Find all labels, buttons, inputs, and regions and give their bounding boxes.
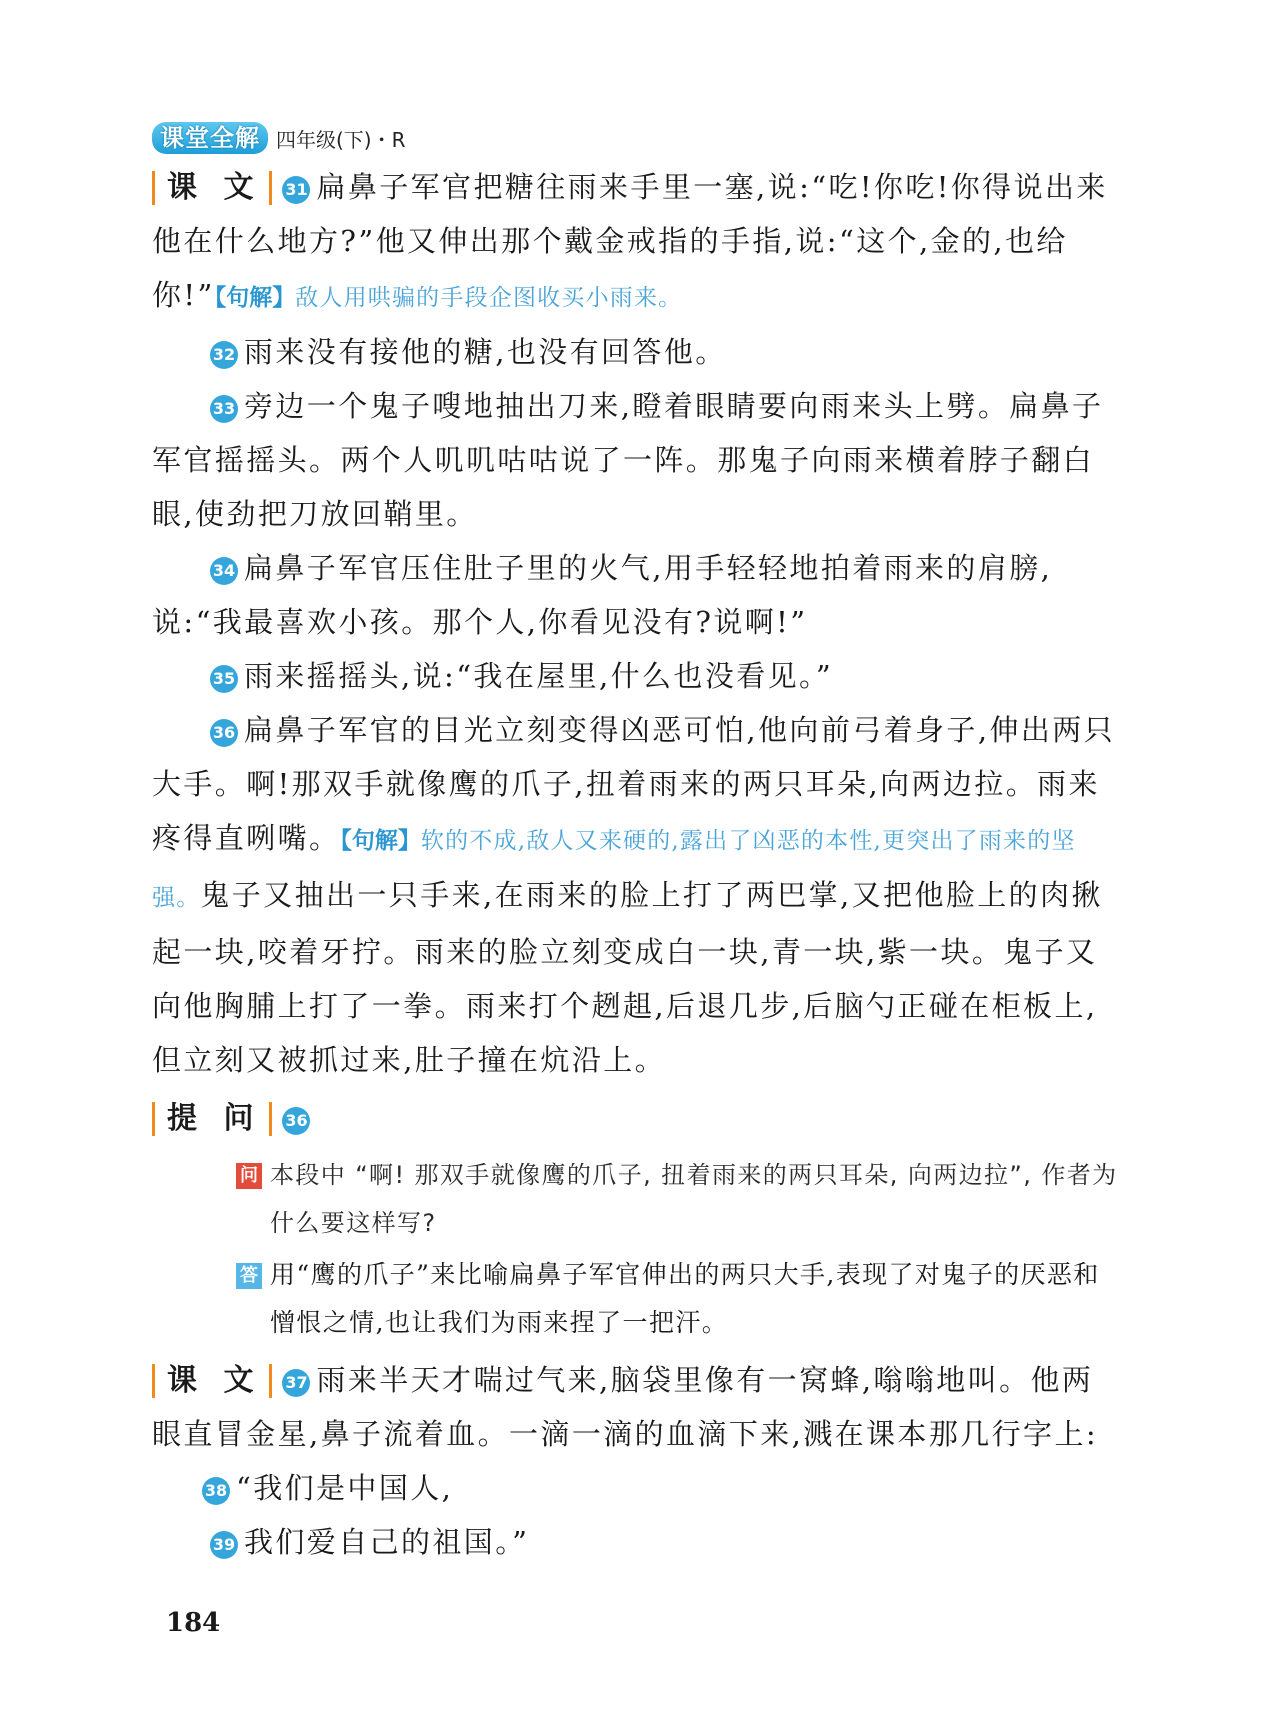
answer-icon: 答 [236, 1263, 262, 1289]
paragraph-number-32: 32 [210, 341, 238, 369]
grade-label: 四年级(下)・R [276, 127, 406, 152]
sentence-note-tag: 【句解】 [214, 285, 296, 311]
paragraph-number-38: 38 [202, 1477, 230, 1505]
paragraph-number-36: 36 [210, 719, 238, 747]
paragraph-36 [152, 703, 1118, 1087]
paragraph-text: 扁鼻子军官压住肚子里的火气,用手轻轻地拍着雨来的肩膀,说:“我最喜欢小孩。那个人,你看见没有?说啊!” [152, 551, 1053, 639]
answer-row [236, 1251, 1118, 1347]
paragraph-text: 鬼子又抽出一只手来,在雨来的脸上打了两巴掌,又把他脸上的肉揪起一块,咬着牙拧。雨来的脸立刻变成白一块,青一块,紫一块。鬼子又向他胸脯上打了一拳。雨来打个趔趄,后退几步,后脑勺正碰在柜板上,但立刻又被抓过来,肚子撞在炕沿上。 [152, 878, 1103, 1077]
paragraph-number-37: 37 [282, 1369, 310, 1397]
paragraph-number-33: 33 [210, 395, 238, 423]
paragraph-text: 旁边一个鬼子嗖地抽出刀来,瞪着眼睛要向雨来头上劈。扁鼻子军官摇摇头。两个人叽叽咕咕说了一阵。那鬼子向雨来横着脖子翻白眼,使劲把刀放回鞘里。 [152, 389, 1104, 531]
section-label-tiwen: 提 问 [152, 1102, 272, 1136]
paragraph-38 [152, 1461, 1118, 1515]
question-heading [152, 1091, 1118, 1145]
paragraph-34 [152, 541, 1118, 649]
paragraph-31 [152, 160, 1118, 325]
paragraph-text: 扁鼻子军官把糖往雨来手里一塞,说:“吃!你吃!你得说出来他在什么地方?”他又伸出那个戴金戒指的手指,说:“这个,金的,也给你!” [152, 170, 1108, 312]
paragraph-number-35: 35 [210, 665, 238, 693]
question-text: 本段中 “啊! 那双手就像鹰的爪子, 扭着雨来的两只耳朵, 向两边拉”, 作者为什么要这样写? [270, 1161, 1118, 1237]
sentence-note: 敌人用哄骗的手段企图收买小雨来。 [295, 285, 683, 311]
section-label-kewen: 课 文 [152, 1364, 272, 1398]
paragraph-text: 我们爱自己的祖国。” [244, 1525, 530, 1559]
paragraph-39 [152, 1515, 1118, 1569]
page-content [152, 160, 1118, 1569]
book-logo: 课堂全解 [152, 122, 268, 154]
sentence-note: 软的不成,敌人又来硬的,露出了凶恶的本性,更突出了雨来的坚强。 [152, 828, 1076, 911]
question-paragraph-number: 36 [282, 1107, 310, 1135]
question-answer-block [236, 1151, 1118, 1347]
paragraph-number-34: 34 [210, 557, 238, 585]
paragraph-32 [152, 325, 1118, 379]
question-row [236, 1151, 1118, 1247]
section-label-kewen: 课 文 [152, 171, 272, 205]
paragraph-33 [152, 379, 1118, 541]
paragraph-text: “我们是中国人, [236, 1471, 454, 1505]
paragraph-text: 雨来摇摇头,说:“我在屋里,什么也没看见。” [244, 659, 834, 693]
paragraph-text: 雨来半天才喘过气来,脑袋里像有一窝蜂,嗡嗡地叫。他两眼直冒金星,鼻子流着血。一滴一滴的血滴下来,溅在课本那几行字上: [152, 1363, 1099, 1451]
paragraph-37 [152, 1353, 1118, 1461]
paragraph-number-39: 39 [210, 1531, 238, 1559]
paragraph-text: 雨来没有接他的糖,也没有回答他。 [244, 335, 727, 369]
paragraph-text: 扁鼻子军官的目光立刻变得凶恶可怕,他向前弓着身子,伸出两只大手。啊!那双手就像鹰的爪子,扭着雨来的两只耳朵,向两边拉。雨来疼得直咧嘴。 [152, 713, 1116, 855]
question-icon: 问 [236, 1163, 262, 1189]
page-header [152, 120, 406, 156]
paragraph-35 [152, 649, 1118, 703]
paragraph-number-31: 31 [282, 176, 310, 204]
page-number: 184 [166, 1608, 221, 1638]
sentence-note-tag: 【句解】 [340, 828, 421, 854]
answer-text: 用“鹰的爪子”来比喻扁鼻子军官伸出的两只大手,表现了对鬼子的厌恶和憎恨之情,也让我们为雨来捏了一把汗。 [270, 1260, 1100, 1337]
